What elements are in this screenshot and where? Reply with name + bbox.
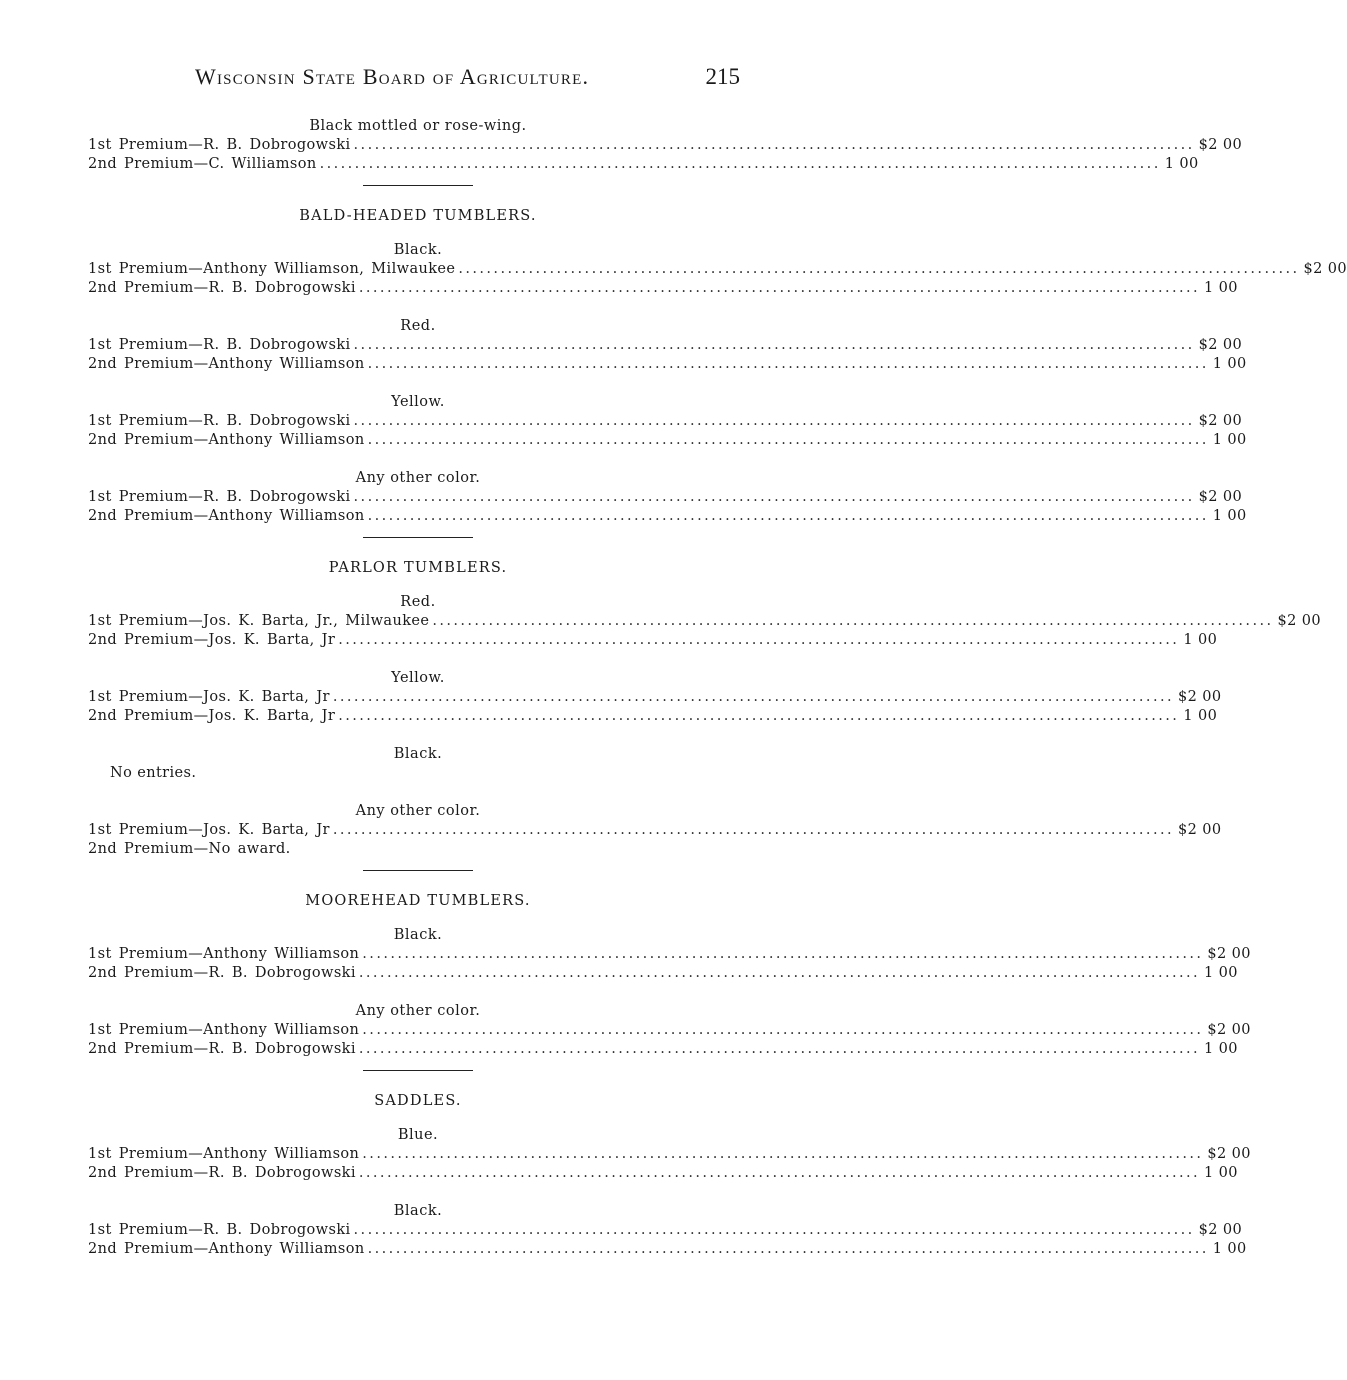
premium-amount: $2 00 <box>1198 1222 1243 1238</box>
premium-amount: $2 00 <box>1198 413 1243 429</box>
dot-leader: ........................................................................................................................ <box>353 413 1195 429</box>
premium-entry: 1st Premium—R. B. Dobrogowski <box>88 137 351 153</box>
no-entries-note: No entries. <box>110 765 197 781</box>
premium-amount: $2 00 <box>1198 137 1243 153</box>
dot-leader: ........................................................................................................................ <box>319 156 1161 172</box>
premium-entry: 1st Premium—Anthony Williamson <box>88 1146 360 1162</box>
premium-amount: 1 00 <box>1204 280 1238 296</box>
dot-leader: ........................................................................................................................ <box>358 965 1201 981</box>
premium-entry: 2nd Premium—Jos. K. Barta, Jr <box>88 632 336 648</box>
premium-amount: $2 00 <box>1207 1146 1251 1162</box>
premium-line <box>88 1145 1251 1164</box>
premium-line <box>88 279 1238 298</box>
dot-leader: ........................................................................................................................ <box>353 489 1195 505</box>
dot-leader: ........................................................................................................................ <box>358 280 1201 296</box>
premium-entry: 1st Premium—Anthony Williamson, Milwaukee <box>88 261 456 277</box>
premium-line <box>88 431 1247 450</box>
premium-line <box>88 488 1243 507</box>
premium-line <box>88 821 1222 840</box>
premium-amount: 1 00 <box>1204 1041 1238 1057</box>
premium-entry: 2nd Premium—Jos. K. Barta, Jr <box>88 708 336 724</box>
premium-line <box>88 840 748 859</box>
page-header <box>195 64 745 94</box>
section-heading: SADDLES. <box>374 1093 462 1109</box>
variety-subheading: Black. <box>393 927 443 943</box>
premium-entry: 1st Premium—Anthony Williamson <box>88 1022 360 1038</box>
premium-entry: 2nd Premium—C. Williamson <box>88 156 317 172</box>
premium-amount: 1 00 <box>1204 1165 1238 1181</box>
variety-subheading: Blue. <box>397 1127 439 1143</box>
premium-amount: $2 00 <box>1207 946 1251 962</box>
premium-line <box>88 155 1199 174</box>
dot-leader: ........................................................................................................................ <box>367 356 1209 372</box>
premium-amount: $2 00 <box>1198 489 1243 505</box>
premium-line <box>88 1221 1243 1240</box>
dot-leader: ........................................................................................................................ <box>367 432 1209 448</box>
variety-subheading: Black mottled or rose-wing. <box>309 118 527 134</box>
premium-amount: 1 00 <box>1212 1241 1247 1257</box>
premium-amount: 1 00 <box>1212 356 1247 372</box>
section-divider <box>363 870 473 871</box>
premium-entry: 1st Premium—Jos. K. Barta, Jr <box>88 689 330 705</box>
premium-line <box>88 688 1222 707</box>
dot-leader: ........................................................................................................................ <box>358 1041 1201 1057</box>
variety-subheading: Black. <box>393 1203 443 1219</box>
dot-leader: ........................................................................................................................ <box>353 337 1195 353</box>
dot-leader: ........................................................................................................................ <box>338 632 1180 648</box>
premium-line <box>88 412 1243 431</box>
section-heading: PARLOR TUMBLERS. <box>328 560 508 576</box>
premium-line <box>88 1040 1238 1059</box>
premium-amount: 1 00 <box>1212 432 1247 448</box>
premium-line <box>88 1021 1251 1040</box>
premium-entry: 2nd Premium—Anthony Williamson <box>88 1241 365 1257</box>
dot-leader: ........................................................................................................................ <box>358 1165 1201 1181</box>
premium-line <box>88 260 1347 279</box>
variety-subheading: Black. <box>393 746 443 762</box>
premium-amount: 1 00 <box>1212 508 1247 524</box>
dot-leader: ........................................................................................................................ <box>458 261 1300 277</box>
dot-leader: ........................................................................................................................ <box>362 1146 1204 1162</box>
premium-line <box>88 945 1251 964</box>
variety-subheading: Yellow. <box>391 394 445 410</box>
variety-subheading: Any other color. <box>355 803 481 819</box>
variety-subheading: Any other color. <box>355 1003 481 1019</box>
premium-line <box>88 964 1238 983</box>
dot-leader: ........................................................................................................................ <box>367 508 1209 524</box>
premium-entry: 2nd Premium—R. B. Dobrogowski <box>88 965 356 981</box>
premium-entry: 2nd Premium—No award. <box>88 841 291 857</box>
variety-subheading: Any other color. <box>355 470 481 486</box>
premium-entry: 2nd Premium—R. B. Dobrogowski <box>88 1041 356 1057</box>
premium-entry: 1st Premium—R. B. Dobrogowski <box>88 1222 351 1238</box>
page-number: 215 <box>705 64 740 89</box>
premium-entry: 1st Premium—Jos. K. Barta, Jr., Milwaukee <box>88 613 430 629</box>
dot-leader: ........................................................................................................................ <box>332 689 1174 705</box>
premium-amount: $2 00 <box>1207 1022 1251 1038</box>
dot-leader: ........................................................................................................................ <box>353 1222 1195 1238</box>
premium-entry: 2nd Premium—Anthony Williamson <box>88 432 365 448</box>
premium-entry: 1st Premium—Anthony Williamson <box>88 946 360 962</box>
premium-amount: $2 00 <box>1198 337 1243 353</box>
premium-amount: $2 00 <box>1177 822 1222 838</box>
premium-amount: $2 00 <box>1303 261 1347 277</box>
premium-line <box>88 336 1243 355</box>
premium-entry: 2nd Premium—Anthony Williamson <box>88 508 365 524</box>
section-divider <box>363 185 473 186</box>
premium-line <box>88 1164 1238 1183</box>
premium-amount: 1 00 <box>1164 156 1199 172</box>
premium-line <box>88 355 1247 374</box>
section-heading: MOOREHEAD TUMBLERS. <box>305 893 531 909</box>
premium-entry: 2nd Premium—R. B. Dobrogowski <box>88 1165 356 1181</box>
premium-list <box>88 116 1347 1259</box>
section-divider <box>363 537 473 538</box>
dot-leader: ........................................................................................................................ <box>353 137 1195 153</box>
dot-leader: ........................................................................................................................ <box>332 822 1174 838</box>
variety-subheading: Red. <box>400 318 436 334</box>
variety-subheading: Red. <box>400 594 436 610</box>
dot-leader: ........................................................................................................................ <box>362 946 1204 962</box>
premium-entry: 1st Premium—R. B. Dobrogowski <box>88 337 351 353</box>
running-title: Wisconsin State Board of Agriculture. <box>195 64 590 89</box>
premium-entry: 2nd Premium—R. B. Dobrogowski <box>88 280 356 296</box>
variety-subheading: Black. <box>393 242 443 258</box>
section-heading: BALD-HEADED TUMBLERS. <box>299 208 537 224</box>
dot-leader: ........................................................................................................................ <box>362 1022 1204 1038</box>
dot-leader: ........................................................................................................................ <box>367 1241 1209 1257</box>
premium-amount: $2 00 <box>1277 613 1321 629</box>
premium-amount: 1 00 <box>1204 965 1238 981</box>
premium-line <box>88 507 1247 526</box>
premium-line <box>88 631 1218 650</box>
section-divider <box>363 1070 473 1071</box>
premium-amount: 1 00 <box>1183 632 1218 648</box>
premium-entry: 1st Premium—R. B. Dobrogowski <box>88 413 351 429</box>
dot-leader: ........................................................................................................................ <box>338 708 1180 724</box>
premium-amount: 1 00 <box>1183 708 1218 724</box>
premium-entry: 2nd Premium—Anthony Williamson <box>88 356 365 372</box>
premium-amount: $2 00 <box>1177 689 1222 705</box>
premium-line <box>88 612 1321 631</box>
dot-leader: ........................................................................................................................ <box>432 613 1274 629</box>
variety-subheading: Yellow. <box>391 670 445 686</box>
premium-line <box>88 136 1243 155</box>
premium-entry: 1st Premium—R. B. Dobrogowski <box>88 489 351 505</box>
premium-entry: 1st Premium—Jos. K. Barta, Jr <box>88 822 330 838</box>
premium-line <box>88 1240 1247 1259</box>
premium-line <box>88 707 1218 726</box>
